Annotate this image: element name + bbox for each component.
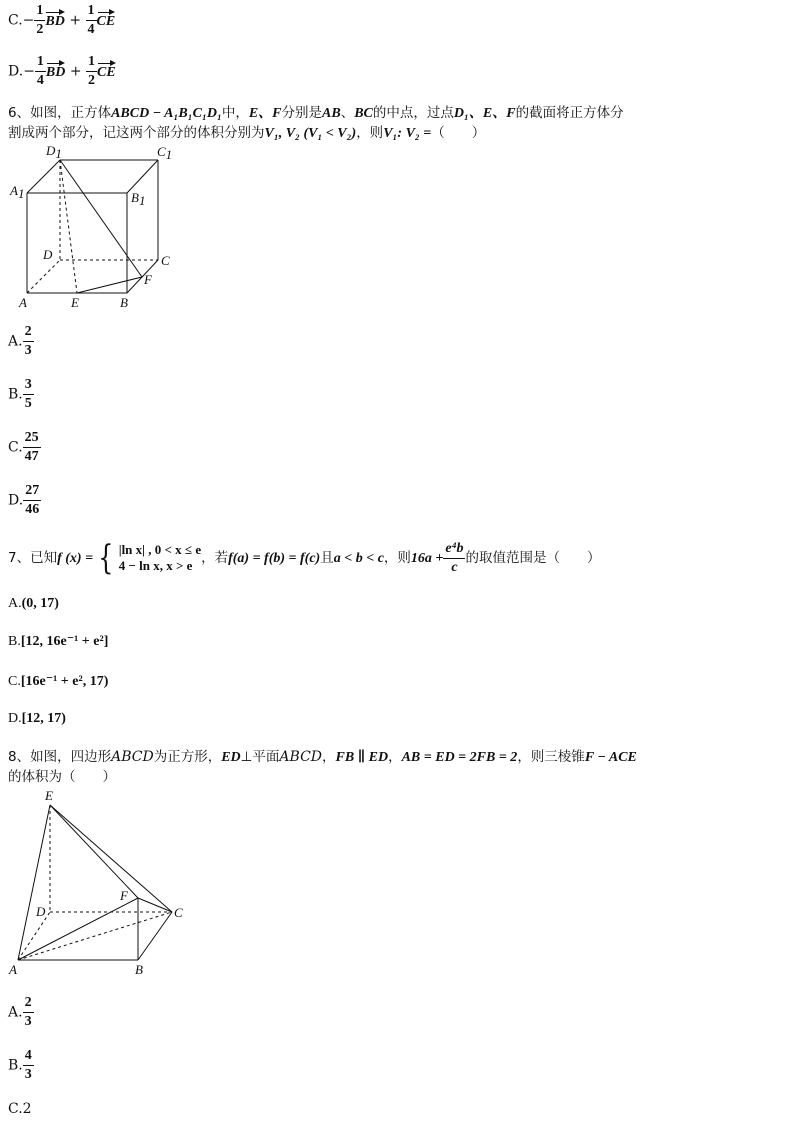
option-label: A. [8,1004,23,1021]
option-label: B. [8,1057,23,1074]
q8-option-a[interactable] [8,996,34,1029]
label-d1: D1 [46,143,62,161]
question-text: ， [388,749,402,765]
fraction: $\frac{4}{3}$ [24,1048,32,1082]
label-c: C [161,253,170,268]
question-text: ， [322,749,336,765]
label-e: E [71,295,79,310]
option-label: C. [8,12,23,29]
question-text: 分别是 [281,105,323,121]
option-text: [12, 17) [21,711,66,726]
question-7 [8,538,600,579]
option-label: D. [8,492,24,509]
label-d: D [43,247,53,262]
fraction: $\frac{1}{4}$ [36,54,44,88]
piecewise-cases [119,542,201,574]
math-segment: ED [221,750,241,765]
fraction: $\frac{1}{2}$ [36,3,44,37]
label-c: C [174,905,183,920]
edge-ef [50,805,138,898]
question-text: 的体积为（ ） [8,769,116,785]
q8-option-b[interactable] [8,1049,34,1082]
option-text: [16e⁻¹ + e², 17) [20,674,109,689]
math-inequality: a < b < c [333,551,384,566]
q7-option-c[interactable] [8,675,108,689]
question-8-line-1 [8,747,637,768]
question-text: 中， [221,105,249,121]
option-text: 2 [22,1101,32,1117]
edge-ea [18,805,50,960]
edge-ad-hidden [27,260,60,293]
fraction: $\frac{25}{47}$ [24,430,39,464]
plus-sign: + [69,63,82,80]
option-label: C. [8,1101,23,1117]
option-label: D. [8,711,22,726]
fraction: $\frac{2}{3}$ [24,324,32,358]
question-text: ，则三棱锥 [517,749,585,765]
math-parallel: FB ∥ ED [335,750,389,765]
question-8-line-2 [8,767,116,787]
question-text: ，则 [356,125,384,141]
edge-d1f [60,160,142,277]
label-a: A [19,295,27,310]
edge-ac-hidden [18,912,172,960]
edge-a1d1 [27,160,60,193]
label-a1: A1 [10,183,25,201]
edge-bc [138,912,172,960]
minus-sign: − [23,63,35,80]
question-text: 的取值范围是（ ） [465,550,601,566]
question-text: 且 [320,550,334,566]
pyramid-figure [0,785,200,980]
option-text: (0, 17) [21,596,59,611]
case-1: |ln x| , 0 < x ≤ e [118,542,202,557]
option-label: C. [8,674,21,689]
q7-option-a[interactable] [8,597,59,611]
q6-option-c[interactable] [8,431,41,464]
math-square: ABCD [111,749,154,765]
label-b: B [120,295,128,310]
option-label: A. [8,596,22,611]
option-text: [12, 16e⁻¹ + e²] [20,634,109,649]
math-cube: ABCD − A₁B₁C₁D₁ [111,106,222,121]
fraction: $\frac{3}{5}$ [24,377,32,411]
label-e: E [45,788,53,803]
question-text: ，则 [383,550,411,566]
cube-figure [0,140,190,315]
fraction: $\frac{1}{4}$ [87,3,95,37]
q6-option-a[interactable] [8,325,34,358]
label-b: B [135,962,143,977]
question-text: 如图，四边形 [30,749,112,765]
brace: { [98,538,114,578]
question-text: 割成两个部分，记这两个部分的体积分别为 [8,125,265,141]
math-pyramid: F − ACE [584,750,637,765]
plus-sign: + [69,12,82,29]
option-label: B. [8,634,21,649]
math-volumes: V₁, V₂ (V₁ < V₂) [264,126,357,141]
question-number: 7、 [8,550,31,566]
question-text: ⊥平面 [240,749,280,765]
fraction: $\frac{1}{2}$ [88,54,96,88]
math-expression: 16a + [410,551,444,566]
q7-option-b[interactable] [8,635,108,649]
separator: 、 [340,105,355,121]
edge-ec [50,805,172,912]
q6-option-b[interactable] [8,378,34,411]
vector-bd: BD [45,13,65,29]
question-text: ，若 [201,550,229,566]
edge-b1c1 [127,160,158,193]
label-f: F [120,888,128,903]
option-label: B. [8,386,23,403]
math-plane: ABCD [279,749,323,765]
option-c-prev[interactable] [8,4,115,37]
option-label: D. [8,63,24,80]
label-b1: B1 [131,190,146,208]
option-d-prev[interactable] [8,55,116,88]
fraction: $\frac{\text{e⁴b}}{c}$ [445,540,464,575]
math-equation: AB = ED = 2FB = 2 [401,750,518,765]
case-2: 4 − ln x, x > e [118,558,193,573]
q8-option-c[interactable] [8,1102,32,1116]
answer-blank: （ ） [431,125,486,141]
question-text: 为正方形， [153,749,222,765]
math-points: D₁、E、F [453,106,516,121]
vector-bd: BD [45,64,66,80]
fraction: $\frac{2}{3}$ [24,995,32,1029]
question-number: 6、 [8,105,31,121]
edge-bc [127,260,158,293]
option-label: C. [8,439,23,456]
question-text: 的中点，过点 [372,105,454,121]
label-d: D [36,904,46,919]
question-number: 8、 [8,749,31,765]
question-text: 的截面将正方体分 [515,105,624,121]
math-segment: AB [322,106,341,121]
q6-option-d[interactable] [8,484,41,517]
edge-fc [138,898,172,912]
math-points: E、F [248,106,282,121]
vector-ce: CE [97,64,116,80]
vector-ce: CE [96,13,116,29]
math-segment: BC [354,106,373,121]
math-function: f (x) = [57,551,94,566]
label-a: A [9,962,17,977]
label-f: F [144,272,152,287]
math-condition: f(a) = f(b) = f(c) [228,551,321,566]
question-text: 如图，正方体 [30,105,112,121]
question-6-line-1 [8,103,624,124]
math-ratio: V₁: V₂ = [383,126,432,141]
option-label: A. [8,333,23,350]
label-c1: C1 [157,144,173,162]
fraction: $\frac{27}{46}$ [25,483,40,517]
q7-option-d[interactable] [8,712,66,726]
edge-ef [77,277,142,293]
minus-sign: − [22,12,35,29]
question-text: 已知 [30,550,58,566]
